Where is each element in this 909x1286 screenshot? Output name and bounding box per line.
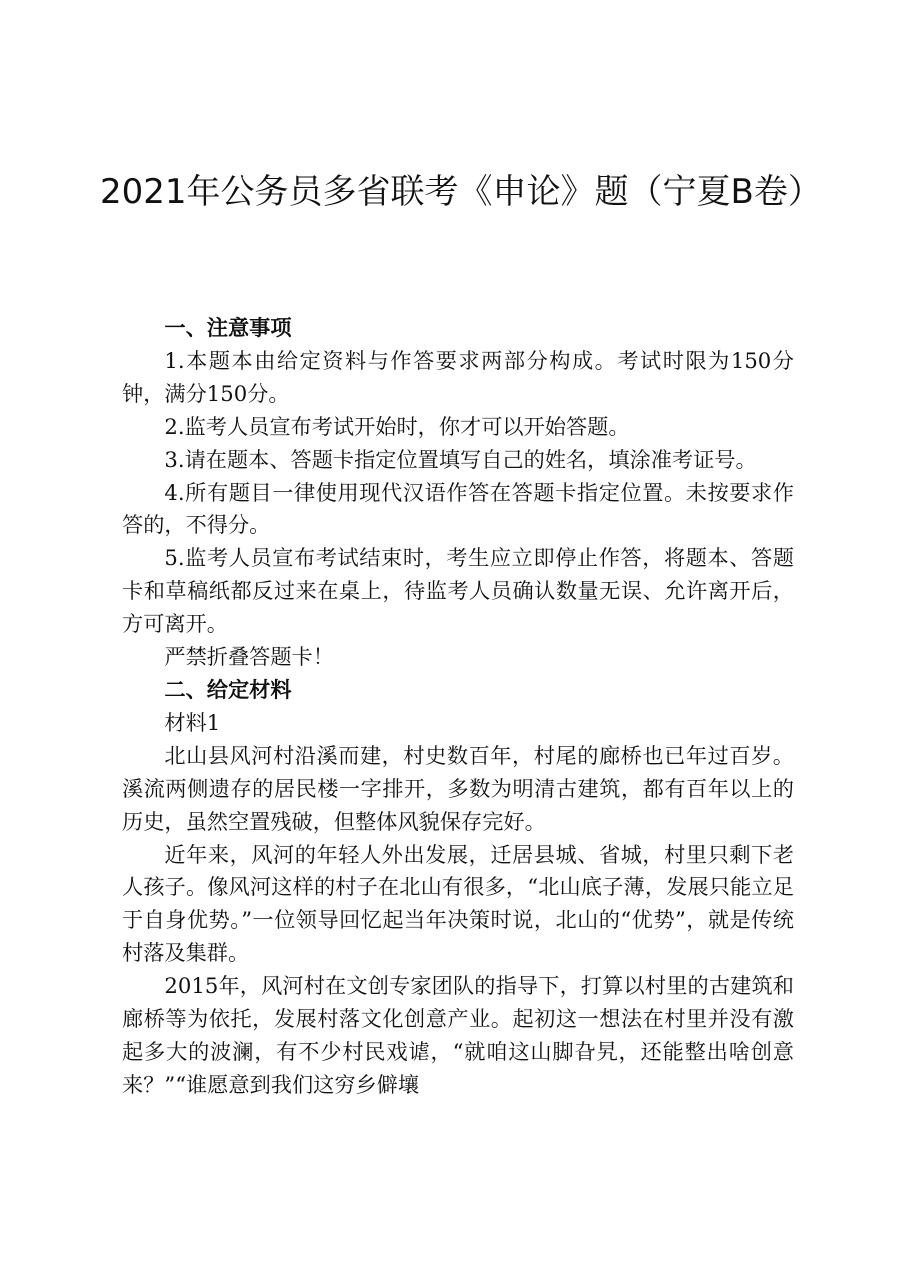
document-body <box>122 312 794 1102</box>
material-paragraph: 2015年，风河村在文创专家团队的指导下，打算以村里的古建筑和廊桥等为依托，发展村落文化创意产业。起初这一想法在村里并没有激起多大的波澜，有不少村民戏谑，“就咱这山脚旮旯，还能整出啥创意来？”“谁愿意到我们这穷乡僻壤 <box>122 973 794 1097</box>
section-heading: 二、给定材料 <box>164 676 292 702</box>
notice-warning: 严禁折叠答题卡！ <box>164 644 334 670</box>
notice-item: 5.监考人员宣布考试结束时，考生应立即停止作答，将题本、答题卡和草稿纸都反过来在桌上，待监考人员确认数量无误、允许离开后，方可离开。 <box>122 545 794 637</box>
material-label: 材料1 <box>164 709 221 735</box>
document-title: 2021年公务员多省联考《申论》题（宁夏B卷） <box>100 172 822 212</box>
notice-item: 2.监考人员宣布考试开始时，你才可以开始答题。 <box>164 413 630 439</box>
material-paragraph: 北山县风河村沿溪而建，村史数百年，村尾的廊桥也已年过百岁。溪流两侧遗存的居民楼一字排开，多数为明清古建筑，都有百年以上的历史，虽然空置残破，但整体风貌保存完好。 <box>122 742 794 834</box>
notice-item: 3.请在题本、答题卡指定位置填写自己的姓名，填涂准考证号。 <box>164 446 757 472</box>
notice-item: 1.本题本由给定资料与作答要求两部分构成。考试时限为150分钟，满分150分。 <box>122 347 794 406</box>
notice-item: 4.所有题目一律使用现代汉语作答在答题卡指定位置。未按要求作答的，不得分。 <box>122 479 794 538</box>
section-heading: 一、注意事项 <box>164 315 292 340</box>
material-paragraph: 近年来，风河的年轻人外出发展，迁居县城、省城，村里只剩下老人孩子。像风河这样的村子在北山有很多，“北山底子薄，发展只能立足于自身优势。”一位领导回忆起当年决策时说，北山的“优势”，就是传统村落及集群。 <box>122 841 794 966</box>
